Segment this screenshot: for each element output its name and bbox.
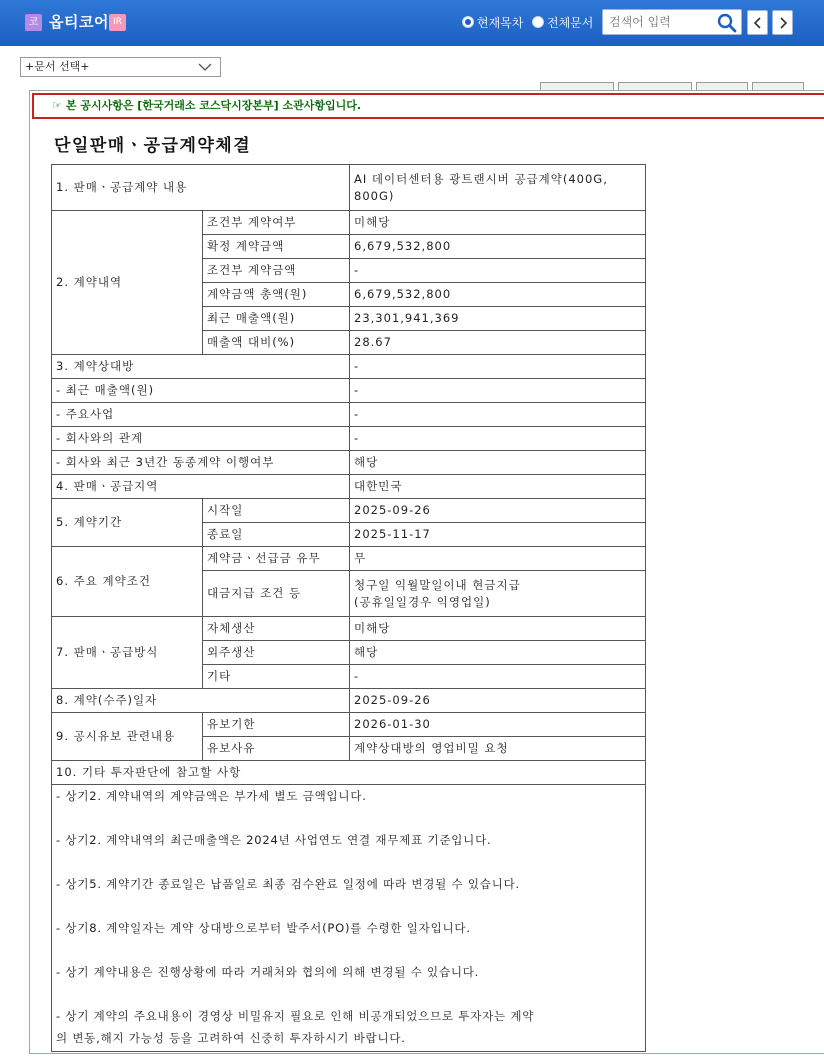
table-row bbox=[52, 547, 646, 571]
row-value bbox=[350, 165, 646, 211]
note-spacer bbox=[56, 807, 641, 829]
chevron-left-icon bbox=[753, 17, 763, 29]
radio-all-documents[interactable] bbox=[532, 13, 593, 31]
row-value: 대한민국 bbox=[350, 475, 646, 499]
row-value: - bbox=[350, 379, 646, 403]
company-name[interactable]: 옵티코어 bbox=[49, 13, 109, 31]
search-box bbox=[602, 9, 742, 35]
sub-label: 매출액 대비(%) bbox=[203, 331, 350, 355]
document-frame bbox=[29, 90, 824, 1054]
value-line: (공휴일일경우 익영업일) bbox=[354, 594, 491, 609]
row-value: - bbox=[350, 355, 646, 379]
value-line: AI 데이터센터용 광트랜시버 공급계약(400G, bbox=[354, 171, 608, 186]
notes-cell bbox=[52, 785, 646, 1052]
value-line: 청구일 익월말일이내 현금지급 bbox=[354, 577, 521, 592]
sub-label: 기타 bbox=[203, 665, 350, 689]
row-value: 2025-09-26 bbox=[350, 499, 646, 523]
row-value: 무 bbox=[350, 547, 646, 571]
note-line: - 상기8. 계약일자는 계약 상대방으로부터 발주서(PO)를 수령한 일자입니다. bbox=[56, 921, 471, 935]
search-icon[interactable] bbox=[717, 13, 737, 33]
notice-text: 본 공시사항은 [한국거래소 코스닥시장본부] 소관사항입니다. bbox=[65, 99, 362, 112]
chevron-down-icon bbox=[198, 63, 212, 71]
row-value: 계약상대방의 영업비밀 요청 bbox=[350, 737, 646, 761]
radio-current-label: 현재목차 bbox=[477, 15, 524, 30]
row-label: 10. 기타 투자판단에 참고할 사항 bbox=[52, 761, 646, 785]
note-spacer bbox=[56, 851, 641, 873]
row-label: - 회사와 최근 3년간 동종계약 이행여부 bbox=[52, 451, 350, 475]
document-title: 단일판매ㆍ공급계약체결 bbox=[54, 136, 252, 156]
table-row bbox=[52, 355, 646, 379]
row-label: 7. 판매ㆍ공급방식 bbox=[52, 617, 203, 689]
note-line: - 상기2. 계약내역의 계약금액은 부가세 별도 금액입니다. bbox=[56, 789, 367, 803]
row-value: - bbox=[350, 403, 646, 427]
chevron-right-icon bbox=[778, 17, 788, 29]
note-line: 의 변동,해지 가능성 등을 고려하여 신중히 투자하시기 바랍니다. bbox=[56, 1031, 406, 1045]
ir-badge[interactable]: IR bbox=[109, 14, 126, 31]
table-row bbox=[52, 499, 646, 523]
radio-all-label: 전체문서 bbox=[547, 15, 594, 30]
table-row bbox=[52, 475, 646, 499]
table-row bbox=[52, 689, 646, 713]
prev-button[interactable] bbox=[747, 10, 768, 35]
row-label: 5. 계약기간 bbox=[52, 499, 203, 547]
row-value: 28.67 bbox=[350, 331, 646, 355]
row-value: 2025-09-26 bbox=[350, 689, 646, 713]
row-value: 6,679,532,800 bbox=[350, 235, 646, 259]
radio-current-toc[interactable] bbox=[462, 13, 523, 31]
value-line: 800G) bbox=[354, 188, 395, 203]
sub-label: 외주생산 bbox=[203, 641, 350, 665]
row-label: - 회사와의 관계 bbox=[52, 427, 350, 451]
row-label: 8. 계약(수주)일자 bbox=[52, 689, 350, 713]
search-input[interactable] bbox=[609, 13, 709, 31]
row-label: 1. 판매ㆍ공급계약 내용 bbox=[52, 165, 350, 211]
document-select-value: +문서 선택+ bbox=[25, 60, 90, 73]
row-value: - bbox=[350, 427, 646, 451]
frame-bottom-border bbox=[29, 1053, 824, 1054]
note-line: - 상기 계약내용은 진행상황에 따라 거래처와 협의에 의해 변경될 수 있습니다. bbox=[56, 965, 480, 979]
row-value: 해당 bbox=[350, 641, 646, 665]
company-market-badge: 코 bbox=[25, 14, 42, 31]
row-label: 9. 공시유보 관련내용 bbox=[52, 713, 203, 761]
table-row bbox=[52, 785, 646, 1052]
sub-label: 자체생산 bbox=[203, 617, 350, 641]
table-row bbox=[52, 427, 646, 451]
row-value: 23,301,941,369 bbox=[350, 307, 646, 331]
top-header-bar bbox=[0, 0, 824, 46]
note-line: - 상기5. 계약기간 종료일은 납품일로 최종 검수완료 일정에 따라 변경될 수 있습니다. bbox=[56, 877, 520, 891]
row-value: - bbox=[350, 259, 646, 283]
sub-label: 종료일 bbox=[203, 523, 350, 547]
table-row bbox=[52, 379, 646, 403]
sub-label: 조건부 계약여부 bbox=[203, 211, 350, 235]
table-row bbox=[52, 211, 646, 235]
note-line: - 상기 계약의 주요내용이 경영상 비밀유지 필요로 인해 비공개되었으므로 투자자는 계약 bbox=[56, 1009, 535, 1023]
row-value: 2025-11-17 bbox=[350, 523, 646, 547]
sub-label: 최근 매출액(원) bbox=[203, 307, 350, 331]
row-value bbox=[350, 571, 646, 617]
sub-label: 유보기한 bbox=[203, 713, 350, 737]
note-spacer bbox=[56, 983, 641, 1005]
sub-label: 계약금액 총액(원) bbox=[203, 283, 350, 307]
document-select[interactable] bbox=[20, 57, 221, 77]
note-spacer bbox=[56, 895, 641, 917]
row-label: 2. 계약내역 bbox=[52, 211, 203, 355]
row-value: 2026-01-30 bbox=[350, 713, 646, 737]
sub-label: 대금지급 조건 등 bbox=[203, 571, 350, 617]
jurisdiction-notice bbox=[32, 93, 824, 119]
contract-table bbox=[51, 164, 646, 1052]
row-label: 6. 주요 계약조건 bbox=[52, 547, 203, 617]
row-label: 3. 계약상대방 bbox=[52, 355, 350, 379]
sub-label: 시작일 bbox=[203, 499, 350, 523]
sub-label: 유보사유 bbox=[203, 737, 350, 761]
row-label: 4. 판매ㆍ공급지역 bbox=[52, 475, 350, 499]
table-row bbox=[52, 165, 646, 211]
row-label: - 최근 매출액(원) bbox=[52, 379, 350, 403]
sub-label: 확정 계약금액 bbox=[203, 235, 350, 259]
row-value: - bbox=[350, 665, 646, 689]
table-row bbox=[52, 617, 646, 641]
sub-label: 조건부 계약금액 bbox=[203, 259, 350, 283]
row-value: 미해당 bbox=[350, 617, 646, 641]
sub-label: 계약금ㆍ선급금 유무 bbox=[203, 547, 350, 571]
row-value: 미해당 bbox=[350, 211, 646, 235]
table-row bbox=[52, 451, 646, 475]
radio-dot[interactable] bbox=[532, 16, 544, 28]
next-button[interactable] bbox=[772, 10, 793, 35]
table-row bbox=[52, 761, 646, 785]
note-spacer bbox=[56, 939, 641, 961]
note-line: - 상기2. 계약내역의 최근매출액은 2024년 사업연도 연결 재무제표 기준입니다. bbox=[56, 833, 492, 847]
hand-pointer-icon: ☞ bbox=[52, 99, 62, 112]
radio-dot-selected[interactable] bbox=[462, 16, 474, 28]
table-row bbox=[52, 403, 646, 427]
table-row bbox=[52, 713, 646, 737]
row-label: - 주요사업 bbox=[52, 403, 350, 427]
row-value: 해당 bbox=[350, 451, 646, 475]
row-value: 6,679,532,800 bbox=[350, 283, 646, 307]
